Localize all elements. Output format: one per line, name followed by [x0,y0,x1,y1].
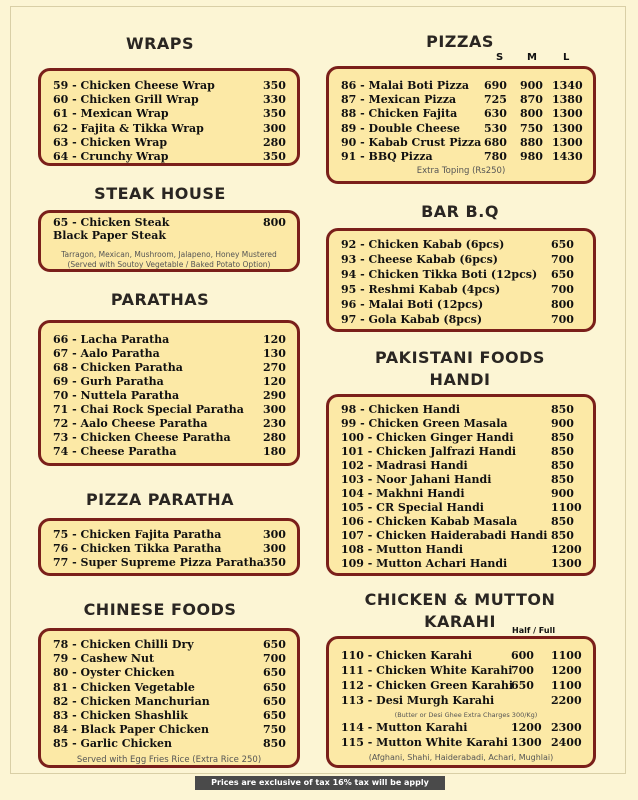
barbq-title: BAR B.Q [421,202,499,221]
menu-item-price: 850 [551,529,574,542]
menu-item-name: 105 - CR Special Handi [341,501,484,514]
menu-item-row [41,528,297,542]
menu-item-row [329,431,593,445]
menu-item-row [329,515,593,529]
menu-item-price: 1340 [552,79,583,92]
menu-item-row [41,136,297,150]
menu-item-price: 1200 [551,543,582,556]
wraps-box [38,68,300,166]
menu-item-row [41,333,297,347]
menu-item-price: 2200 [551,694,582,707]
menu-item-name: 81 - Chicken Vegetable [53,680,195,694]
menu-item-row [329,543,593,557]
menu-item-name: Black Paper Steak [53,229,166,242]
steak-house-title: STEAK HOUSE [94,184,226,203]
menu-item-row [41,361,297,375]
menu-item-price: 300 [263,121,286,135]
menu-item-row [41,417,297,431]
menu-item-row [41,347,297,361]
menu-item-name: 75 - Chicken Fajita Paratha [53,528,222,541]
menu-item-price: 900 [520,79,543,92]
chinese-note: Served with Egg Fries Rice (Extra Rice 250) [76,755,262,765]
karahi-desi-note: (Butter or Desi Ghee Extra Charges 300/Kg) [394,711,538,719]
menu-item-name: 93 - Cheese Kabab (6pcs) [341,253,498,266]
menu-item-name: 97 - Gola Kabab (8pcs) [341,313,483,326]
menu-item-price: 180 [263,445,286,458]
menu-item-row [41,666,297,680]
menu-item-name: 61 - Mexican Wrap [53,107,169,121]
menu-item-price: 700 [263,652,286,666]
parathas-title: PARATHAS [110,290,210,309]
menu-item-row [41,431,297,445]
menu-item-row [329,529,593,543]
menu-item-name: 91 - BBQ Pizza [341,150,433,163]
menu-item-price: 850 [551,459,574,472]
menu-item-row [41,638,297,652]
menu-item-price: 290 [263,389,286,402]
menu-item-price: 1100 [551,649,582,662]
menu-item-price: 530 [484,121,507,135]
menu-item-price: 800 [551,298,574,311]
menu-item-row [41,229,297,243]
menu-item-price: 1430 [552,150,583,163]
menu-item-price: 1300 [511,736,542,749]
menu-item-name: 103 - Noor Jahani Handi [341,473,492,486]
menu-item-name: 70 - Nuttela Paratha [53,389,180,402]
menu-item-price: 650 [263,680,286,694]
menu-item-name: 77 - Super Supreme Pizza Paratha [53,556,264,569]
menu-item-row [329,694,593,708]
menu-item-name: 71 - Chai Rock Special Paratha [53,403,244,416]
menu-item-name: 83 - Chicken Shashlik [53,709,188,722]
pizza-paratha-title: PIZZA PARATHA [85,490,235,509]
pizza-size-m: M [527,52,537,63]
menu-item-row [329,403,593,417]
menu-item-name: 104 - Makhni Handi [341,487,465,500]
menu-item-name: 98 - Chicken Handi [341,403,460,416]
menu-item-row [41,445,297,459]
menu-item-name: 59 - Chicken Cheese Wrap [53,79,215,92]
menu-item-name: 110 - Chicken Karahi [341,649,473,662]
menu-item-price: 350 [263,107,286,121]
menu-item-name: 109 - Mutton Achari Handi [341,557,508,570]
menu-item-row [41,709,297,723]
pizza-size-l: L [563,52,570,63]
tax-footer: Prices are exclusive of tax 16% tax will be apply [195,776,445,790]
menu-item-row [329,79,593,93]
pakistani-foods-box [326,394,596,576]
menu-item-name: 69 - Gurh Paratha [53,375,164,388]
menu-item-name: 94 - Chicken Tikka Boti (12pcs) [341,268,538,281]
menu-item-row [329,122,593,136]
menu-item-price: 870 [520,93,543,107]
menu-item-row [41,403,297,417]
karahi-subtitle: KARAHI [424,612,496,631]
menu-item-price: 680 [484,135,507,149]
menu-item-name: 99 - Chicken Green Masala [341,417,508,430]
menu-item-price: 350 [263,556,286,569]
menu-item-price: 725 [484,93,507,107]
menu-item-row [41,556,297,570]
chinese-foods-title: CHINESE FOODS [83,600,237,619]
menu-item-price: 650 [263,709,286,722]
menu-item-name: 88 - Chicken Fajita [341,107,458,121]
menu-item-price: 800 [263,216,286,229]
barbq-box [326,228,596,332]
menu-item-name: 63 - Chicken Wrap [53,135,168,149]
menu-item-name: 113 - Desi Murgh Karahi [341,694,495,707]
menu-item-price: 700 [551,313,574,326]
menu-item-name: 72 - Aalo Cheese Paratha [53,417,208,430]
karahi-title: CHICKEN & MUTTON [364,590,556,609]
menu-item-row [41,389,297,403]
menu-item-price: 650 [263,666,286,680]
menu-item-price: 850 [551,473,574,486]
menu-item-name: 85 - Garlic Chicken [53,737,172,751]
karahi-box [326,636,596,768]
menu-item-row [329,445,593,459]
menu-item-row [329,501,593,515]
pizzas-title: PIZZAS [426,32,494,51]
menu-item-price: 1300 [552,135,583,149]
menu-item-row [329,253,593,267]
menu-item-name: 62 - Fajita & Tikka Wrap [53,121,204,135]
steak-house-box [38,210,300,272]
menu-item-name: 112 - Chicken Green Karahi [341,679,514,692]
menu-item-price: 900 [551,417,574,430]
menu-item-name: 101 - Chicken Jalfrazi Handi [341,445,517,458]
menu-item-name: 92 - Chicken Kabab (6pcs) [341,238,505,251]
menu-item-row [329,313,593,327]
menu-item-row [329,721,593,735]
menu-item-row [329,459,593,473]
karahi-half-full-label: Half / Full [512,626,556,635]
menu-item-name: 87 - Mexican Pizza [341,93,457,107]
menu-item-price: 350 [263,79,286,92]
menu-item-row [329,268,593,282]
menu-item-price: 2400 [551,736,582,749]
menu-item-price: 850 [551,431,574,444]
menu-item-price: 650 [551,238,574,251]
menu-item-price: 1100 [551,679,582,692]
menu-item-price: 1200 [511,721,542,734]
menu-item-row [329,473,593,487]
menu-item-price: 650 [511,679,534,692]
menu-item-price: 630 [484,107,507,121]
steak-note-served: (Served with Soutoy Vegetable / Baked Potato Option) [67,260,271,269]
menu-item-row [329,664,593,678]
menu-item-row [329,417,593,431]
menu-item-price: 270 [263,361,286,374]
menu-item-price: 1300 [551,557,582,570]
menu-item-row [329,487,593,501]
steak-note-sauces: Tarragon, Mexican, Mushroom, Jalapeno, Honey Mustered [61,250,277,259]
menu-item-row [329,736,593,750]
parathas-box [38,320,300,466]
menu-item-price: 120 [263,333,286,346]
menu-item-price: 280 [263,135,286,149]
pizza-paratha-box [38,518,300,576]
handi-title: HANDI [429,370,491,389]
menu-item-price: 130 [263,347,286,360]
menu-item-row [329,557,593,571]
menu-item-price: 980 [520,150,543,163]
menu-item-price: 700 [551,283,574,296]
menu-item-price: 1100 [551,501,582,514]
menu-item-row [41,79,297,93]
menu-item-price: 1300 [552,107,583,121]
menu-item-name: 86 - Malai Boti Pizza [341,79,469,92]
menu-item-row [329,136,593,150]
menu-item-row [329,283,593,297]
menu-item-price: 690 [484,79,507,92]
menu-item-price: 850 [551,515,574,528]
menu-item-name: 115 - Mutton White Karahi [341,736,508,749]
menu-item-row [41,107,297,121]
pakistani-foods-title: PAKISTANI FOODS [375,348,545,367]
menu-item-row [329,93,593,107]
menu-item-price: 880 [520,135,543,149]
menu-item-name: 89 - Double Cheese [341,121,461,135]
menu-item-price: 650 [263,638,286,651]
menu-item-name: 65 - Chicken Steak [53,216,170,229]
menu-item-price: 750 [263,723,286,737]
menu-item-name: 76 - Chicken Tikka Paratha [53,542,222,555]
menu-item-row [41,723,297,737]
menu-item-name: 84 - Black Paper Chicken [53,723,209,737]
menu-item-price: 1200 [551,664,582,677]
menu-item-price: 280 [263,431,286,444]
menu-item-name: 100 - Chicken Ginger Handi [341,431,514,444]
menu-item-name: 60 - Chicken Grill Wrap [53,93,199,107]
pizza-size-s: S [496,52,504,63]
menu-item-name: 74 - Cheese Paratha [53,445,177,458]
menu-item-price: 600 [511,649,534,662]
pizzas-box [326,66,596,184]
menu-item-price: 300 [263,528,286,541]
menu-item-price: 700 [511,664,534,677]
menu-item-row [41,542,297,556]
pizzas-note: Extra Toping (Rs250) [416,166,506,176]
menu-item-name: 111 - Chicken White Karahi [341,664,513,677]
menu-item-name: 95 - Reshmi Kabab (4pcs) [341,283,501,296]
menu-item-row [41,150,297,164]
menu-item-price: 850 [263,737,286,751]
menu-item-row [41,681,297,695]
menu-item-price: 330 [263,93,286,107]
menu-item-name: 79 - Cashew Nut [53,652,155,666]
chinese-foods-box [38,628,300,768]
menu-item-name: 66 - Lacha Paratha [53,333,170,346]
menu-item-price: 120 [263,375,286,388]
menu-item-name: 73 - Chicken Cheese Paratha [53,431,231,444]
menu-item-price: 750 [520,121,543,135]
menu-item-price: 1380 [552,93,583,107]
menu-item-row [329,679,593,693]
menu-item-row [41,375,297,389]
menu-item-name: 114 - Mutton Karahi [341,721,468,734]
menu-item-name: 68 - Chicken Paratha [53,361,183,374]
menu-item-row [329,238,593,252]
menu-item-row [41,652,297,666]
menu-item-price: 650 [551,268,574,281]
wraps-title: WRAPS [125,34,195,53]
menu-item-name: 90 - Kabab Crust Pizza [341,135,482,149]
menu-item-row [41,737,297,751]
menu-item-name: 107 - Chicken Haiderabadi Handi [341,529,548,542]
menu-item-price: 700 [551,253,574,266]
karahi-note: (Afghani, Shahi, Haiderabadi, Achari, Mughlai) [368,753,554,762]
menu-item-row [41,216,297,230]
menu-item-row [41,122,297,136]
menu-item-price: 650 [263,694,286,708]
menu-item-row [41,93,297,107]
menu-item-row [329,298,593,312]
menu-item-row [41,695,297,709]
menu-item-name: 67 - Aalo Paratha [53,347,160,360]
menu-item-row [329,107,593,121]
menu-item-price: 850 [551,403,574,416]
menu-item-name: 64 - Crunchy Wrap [53,150,169,163]
menu-item-price: 2300 [551,721,582,734]
menu-item-price: 300 [263,403,286,416]
menu-item-name: 96 - Malai Boti (12pcs) [341,298,484,311]
menu-item-name: 102 - Madrasi Handi [341,459,468,472]
menu-item-price: 780 [484,150,507,163]
menu-item-name: 106 - Chicken Kabab Masala [341,515,518,528]
menu-item-name: 82 - Chicken Manchurian [53,694,210,708]
menu-item-name: 78 - Chicken Chilli Dry [53,638,194,651]
menu-item-price: 900 [551,487,574,500]
menu-item-price: 300 [263,542,286,555]
menu-item-price: 350 [263,150,286,163]
menu-item-name: 80 - Oyster Chicken [53,666,175,680]
menu-item-row [329,649,593,663]
menu-item-price: 1300 [552,121,583,135]
menu-item-row [329,150,593,164]
menu-item-price: 800 [520,107,543,121]
menu-item-name: 108 - Mutton Handi [341,543,464,556]
menu-item-price: 850 [551,445,574,458]
menu-item-price: 230 [263,417,286,430]
